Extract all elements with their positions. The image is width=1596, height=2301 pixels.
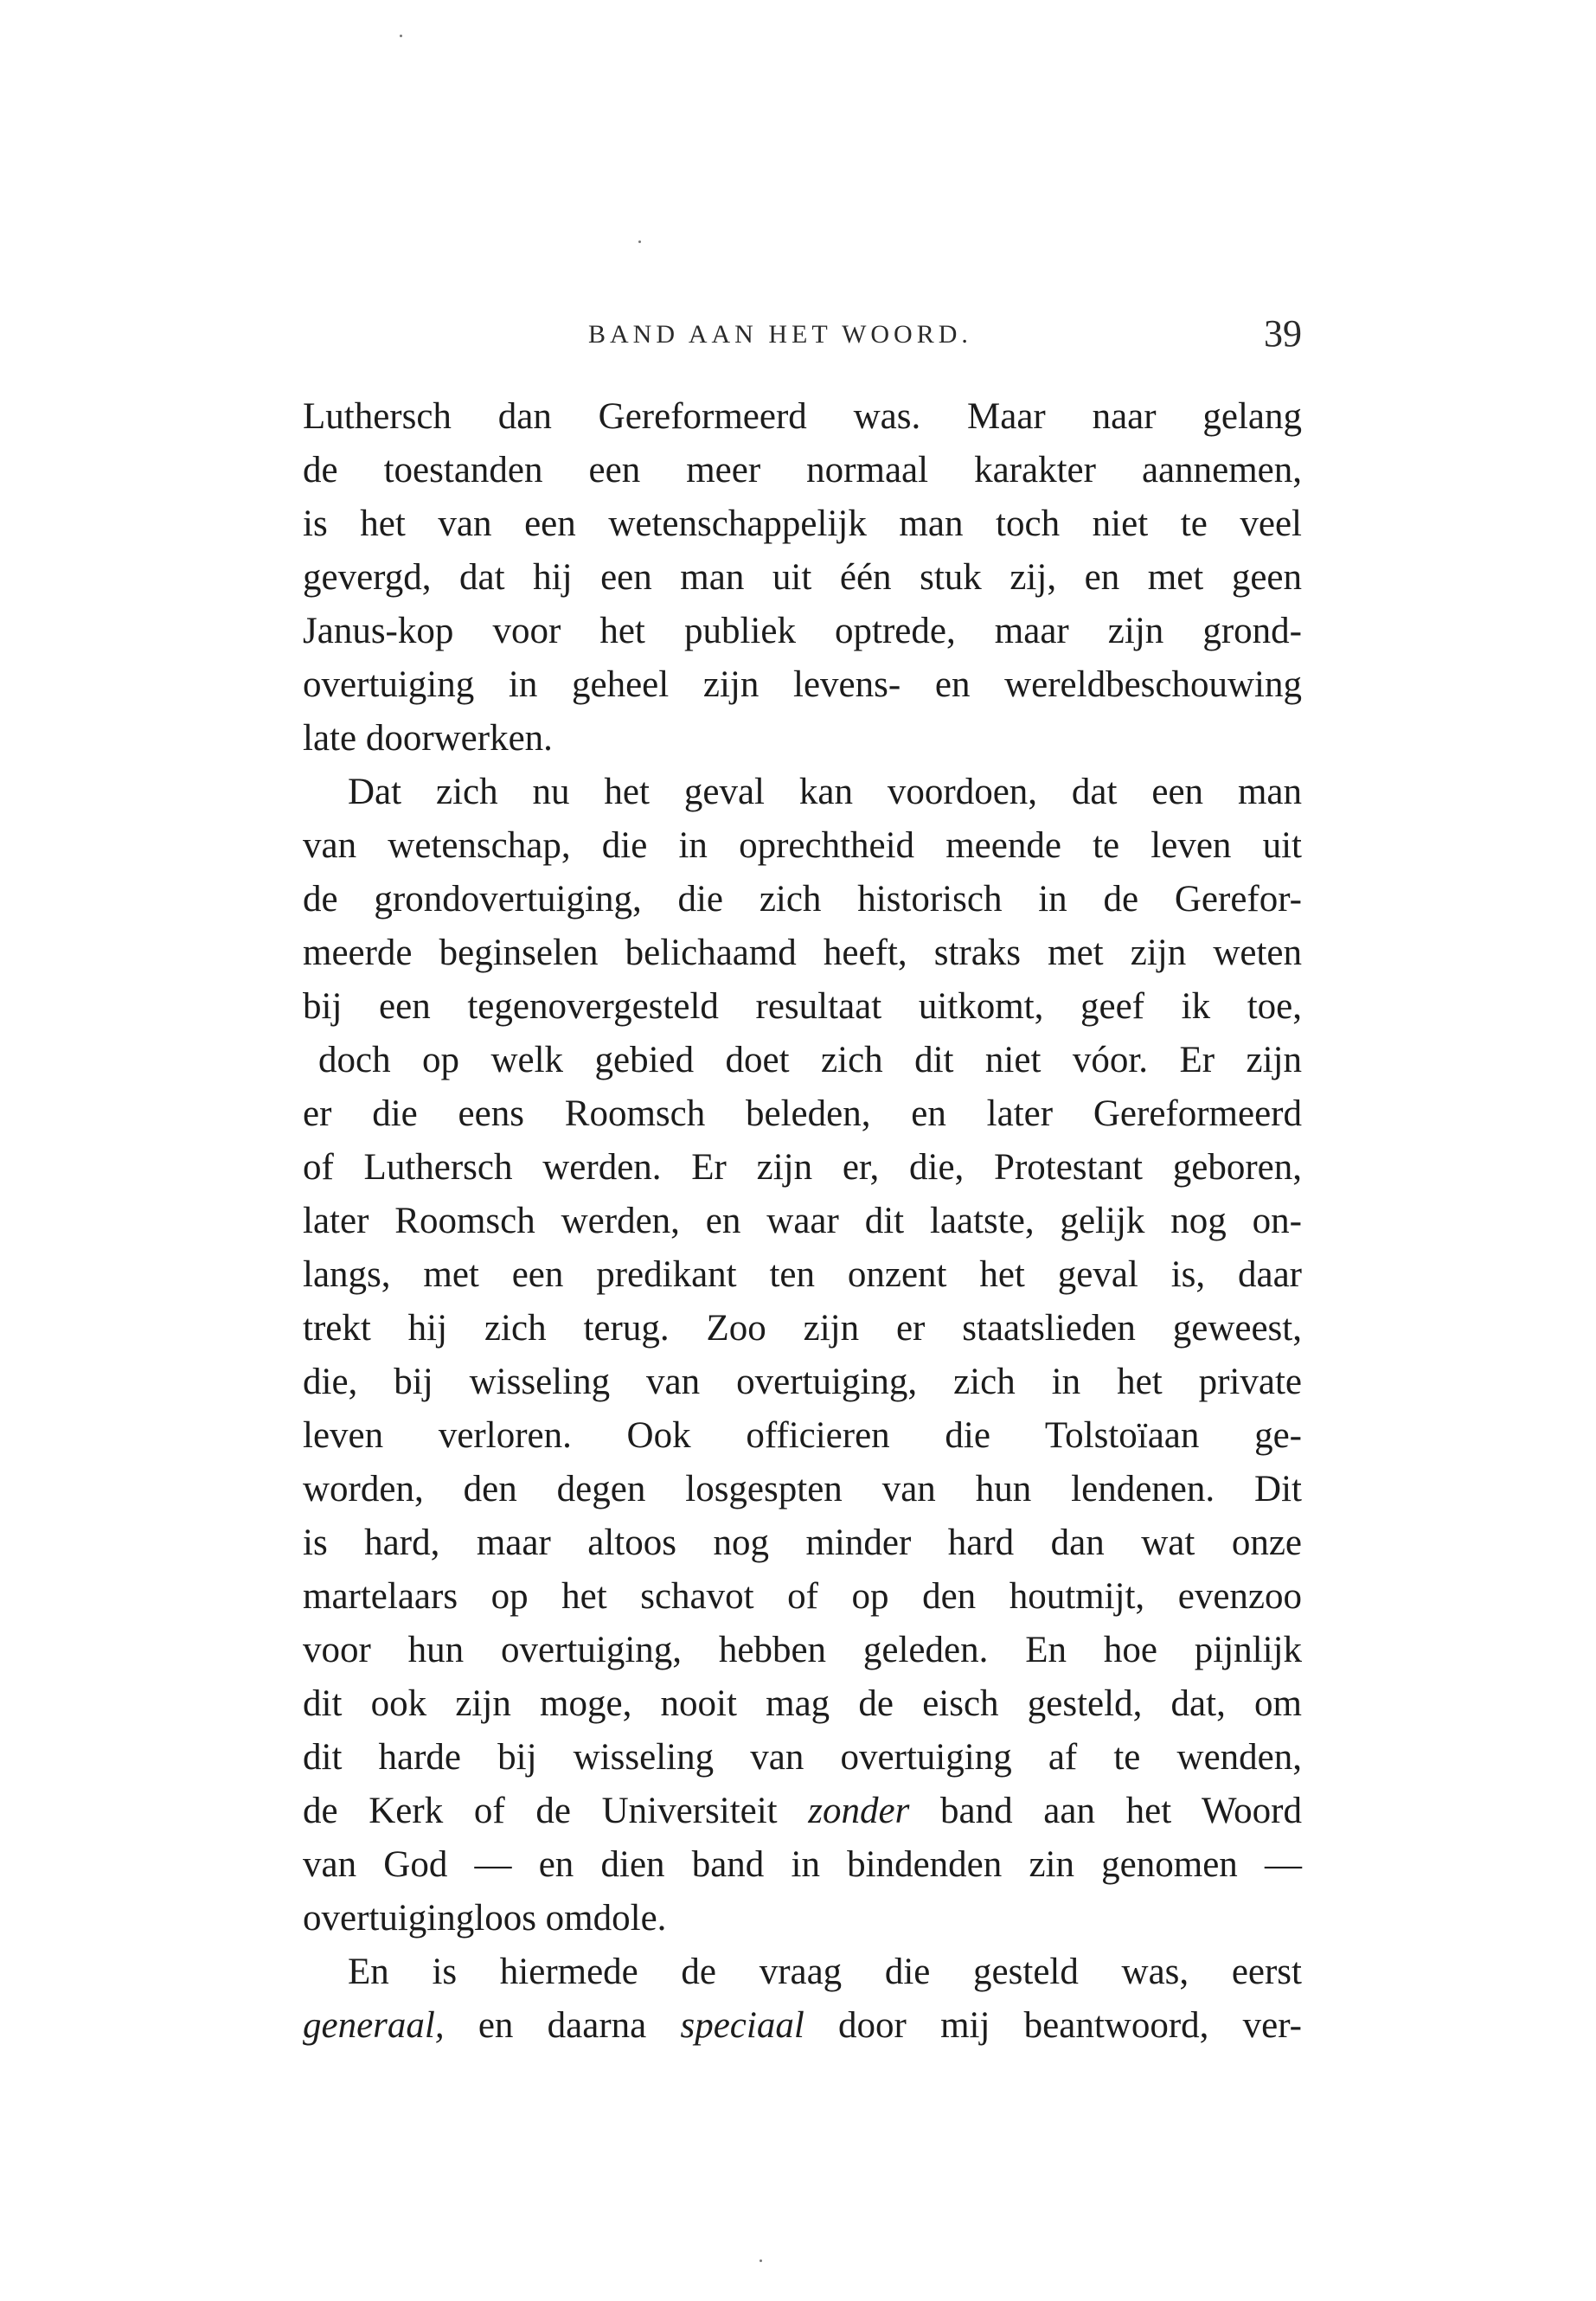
text-line: de toestanden een meer normaal karakter aannemen, bbox=[303, 450, 1302, 490]
text-segment: door mij beantwoord, ver- bbox=[804, 2005, 1302, 2046]
scan-speck bbox=[760, 2259, 762, 2262]
scan-speck bbox=[638, 240, 641, 243]
text-segment: band aan het Woord bbox=[909, 1791, 1302, 1831]
text-line: die, bij wisseling van overtuiging, zich in het private bbox=[303, 1362, 1302, 1402]
text-line: En is hiermede de vraag die gesteld was, eerst bbox=[348, 1952, 1302, 1992]
text-line: is het van een wetenschappelijk man toch niet te veel bbox=[303, 503, 1302, 544]
text-line: dit ook zijn moge, nooit mag de eisch gesteld, dat, om bbox=[303, 1683, 1302, 1724]
text-line: overtuigingloos omdole. bbox=[303, 1898, 667, 1939]
italic-word: generaal, bbox=[303, 2005, 445, 2046]
scan-speck bbox=[400, 35, 402, 37]
text-line: late doorwerken. bbox=[303, 718, 553, 759]
text-line: overtuiging in geheel zijn levens- en wereldbeschouwing bbox=[303, 664, 1302, 705]
text-line: of Luthersch werden. Er zijn er, die, Protestant geboren, bbox=[303, 1147, 1302, 1188]
text-segment: de Kerk of de Universiteit bbox=[303, 1791, 809, 1831]
text-line: gevergd, dat hij een man uit één stuk zij, en met geen bbox=[303, 557, 1302, 598]
text-line: trekt hij zich terug. Zoo zijn er staatslieden geweest, bbox=[303, 1308, 1302, 1349]
text-line: leven verloren. Ook officieren die Tolstoïaan ge- bbox=[303, 1415, 1302, 1456]
text-line: later Roomsch werden, en waar dit laatste, gelijk nog on- bbox=[303, 1201, 1302, 1241]
text-line: de grondovertuiging, die zich historisch in de Gerefor- bbox=[303, 879, 1302, 920]
text-line: Dat zich nu het geval kan voordoen, dat een man bbox=[348, 772, 1302, 812]
running-header bbox=[303, 313, 1302, 365]
text-line: voor hun overtuiging, hebben geleden. En hoe pijnlijk bbox=[303, 1630, 1302, 1670]
text-line: worden, den degen losgespten van hun lendenen. Dit bbox=[303, 1469, 1302, 1509]
italic-word: zonder bbox=[808, 1791, 910, 1831]
page-number: 39 bbox=[1264, 312, 1302, 355]
text-line: er die eens Roomsch beleden, en later Gereformeerd bbox=[303, 1093, 1302, 1134]
text-line: langs, met een predikant ten onzent het geval is, daar bbox=[303, 1254, 1302, 1295]
text-line: van wetenschap, die in oprechtheid meende te leven uit bbox=[303, 825, 1302, 866]
text-line: van God — en dien band in bindenden zin genomen — bbox=[303, 1844, 1302, 1885]
text-segment: en daarna bbox=[444, 2005, 681, 2046]
text-line: Janus-kop voor het publiek optrede, maar zijn grond- bbox=[303, 611, 1302, 651]
text-line: bij een tegenovergesteld resultaat uitkomt, geef ik toe, bbox=[303, 986, 1302, 1027]
text-line bbox=[303, 1999, 1302, 2053]
body-text bbox=[303, 390, 1302, 2053]
text-line: martelaars op het schavot of op den houtmijt, evenzoo bbox=[303, 1576, 1302, 1617]
italic-word: speciaal bbox=[680, 2005, 804, 2046]
text-line bbox=[303, 1785, 1302, 1838]
text-line: dit harde bij wisseling van overtuiging af te wenden, bbox=[303, 1737, 1302, 1778]
text-line: Luthersch dan Gereformeerd was. Maar naar gelang bbox=[303, 396, 1302, 437]
text-line: is hard, maar altoos nog minder hard dan wat onze bbox=[303, 1522, 1302, 1563]
text-line: meerde beginselen belichaamd heeft, straks met zijn weten bbox=[303, 933, 1302, 973]
running-title: BAND AAN HET WOORD. bbox=[588, 320, 972, 349]
text-line: doch op welk gebied doet zich dit niet vóor. Er zijn bbox=[318, 1040, 1302, 1080]
